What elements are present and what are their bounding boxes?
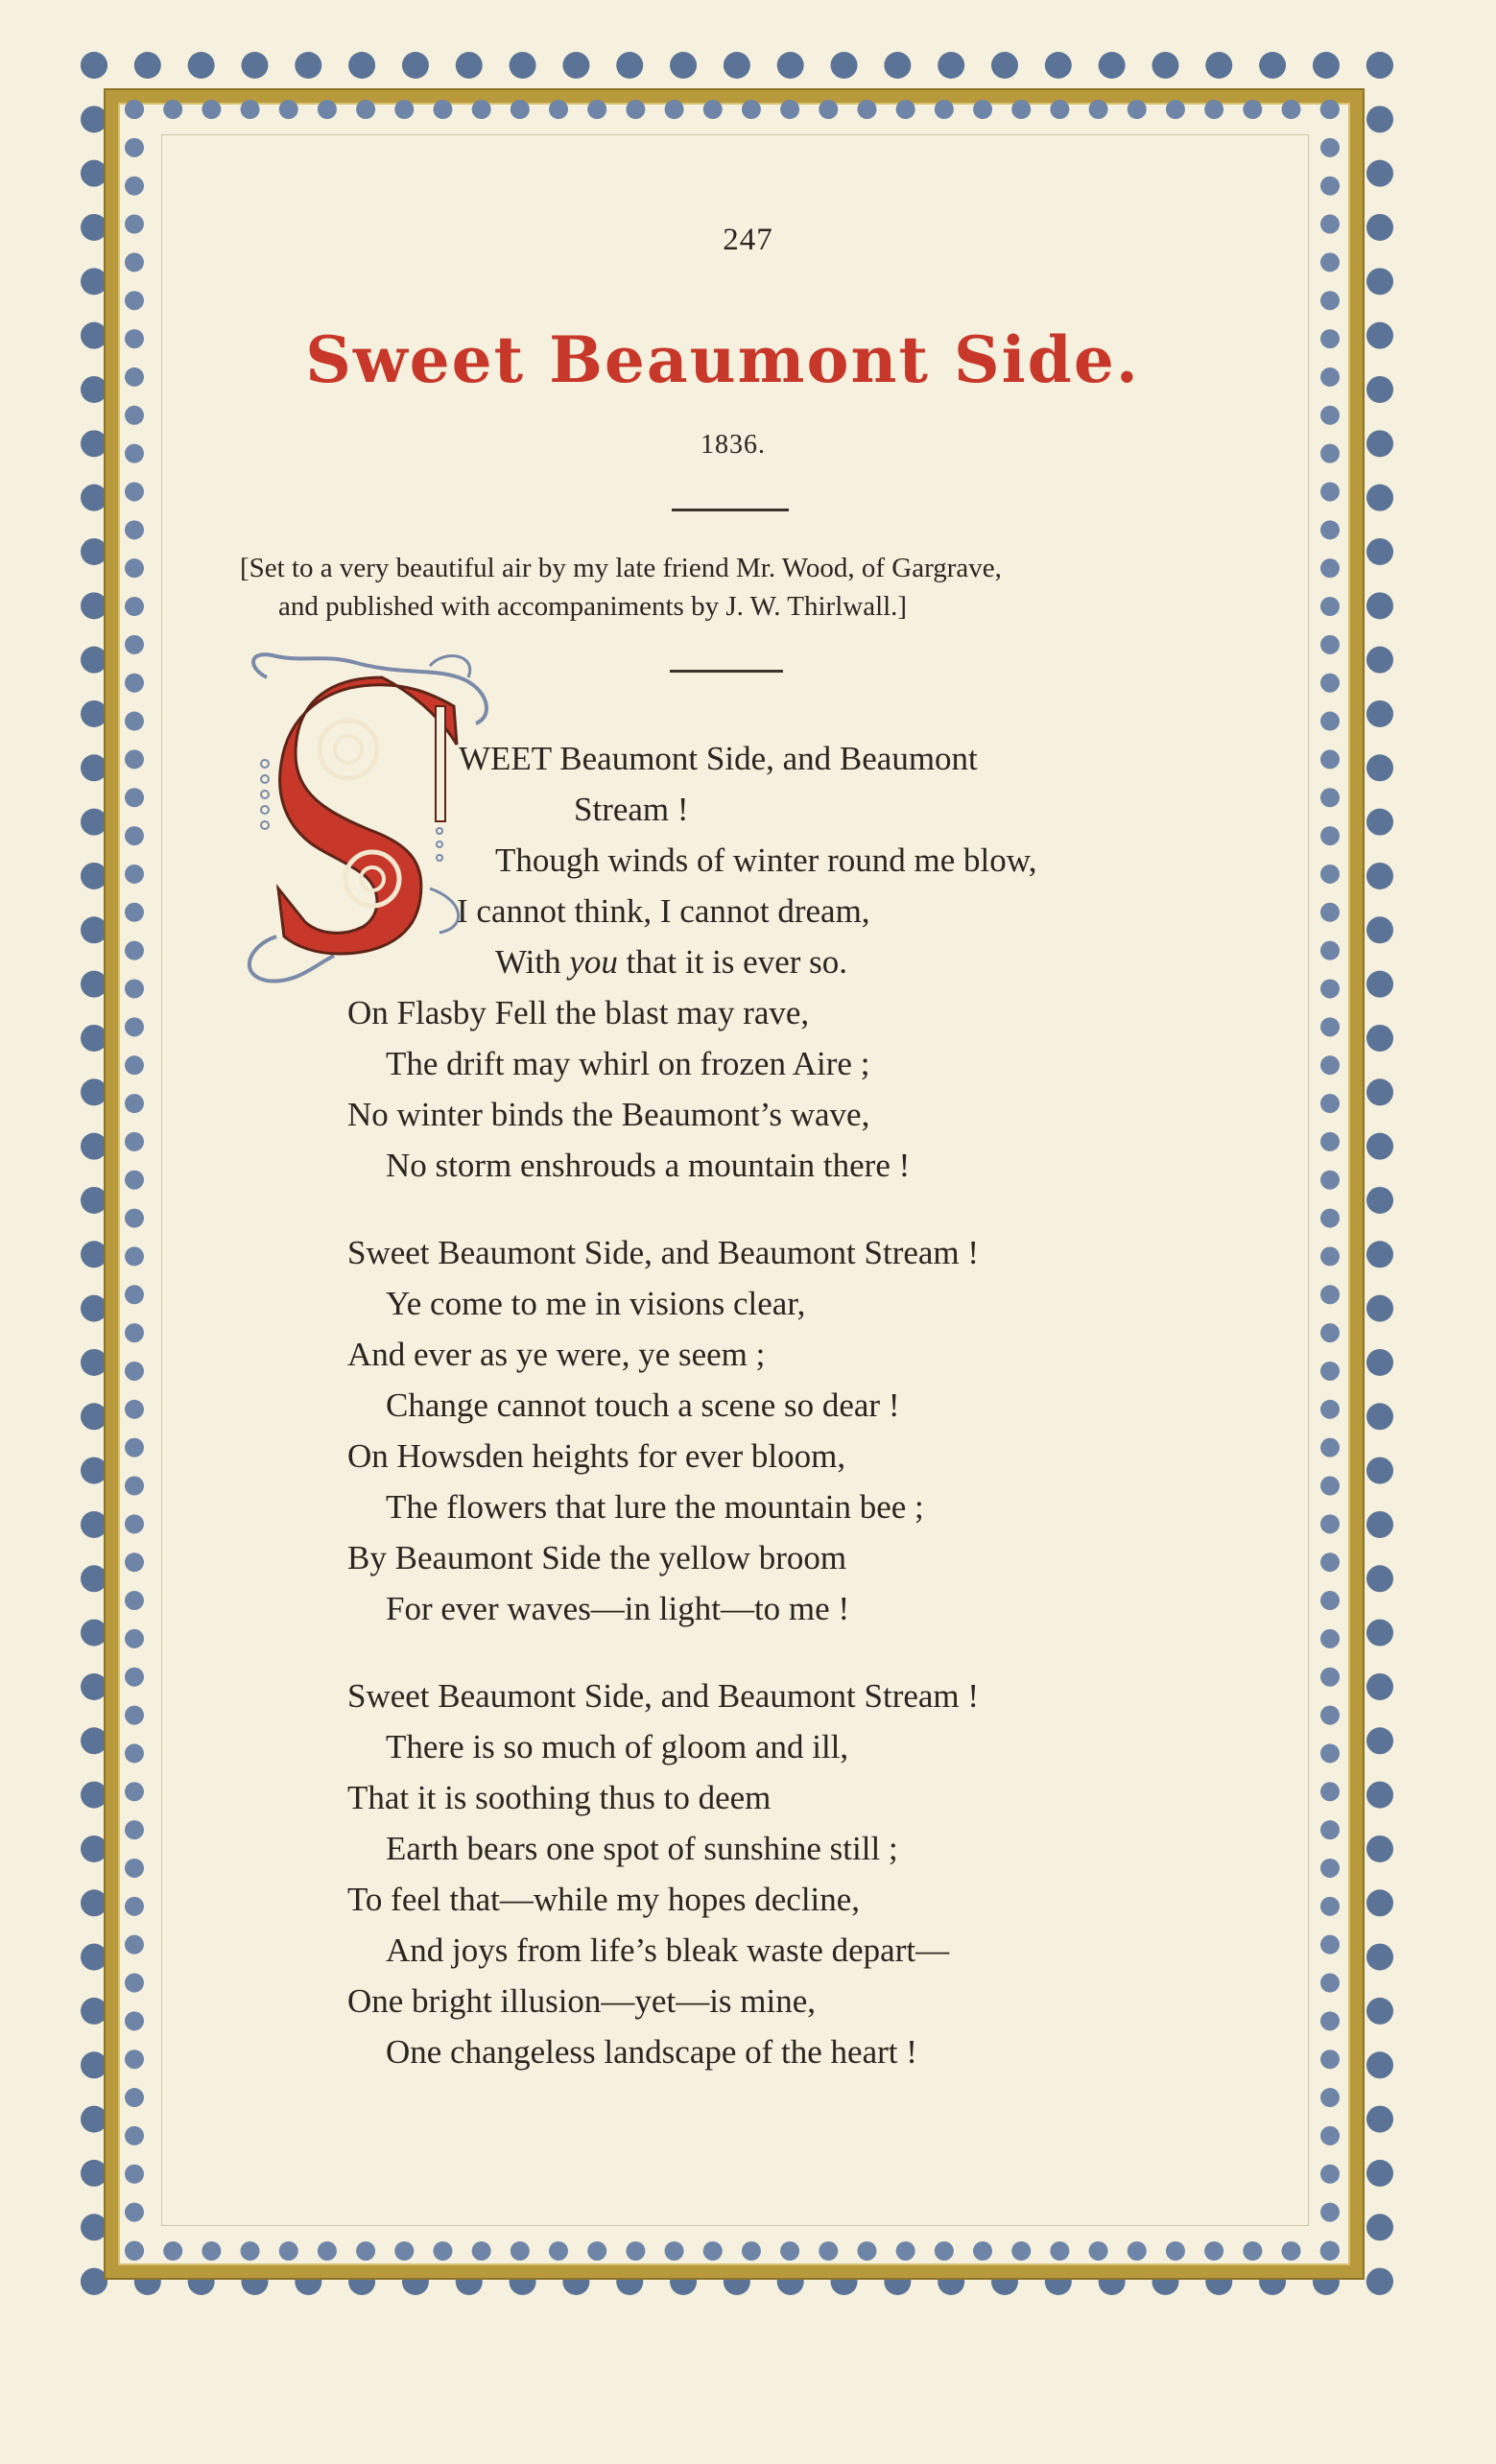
poem-line: I cannot think, I cannot dream,	[457, 892, 870, 930]
poem-line: One bright illusion—yet—is mine,	[347, 1982, 817, 2020]
poem-line: By Beaumont Side the yellow broom	[347, 1539, 847, 1576]
divider-rule	[672, 509, 789, 511]
poem-line: On Howsden heights for ever bloom,	[347, 1437, 846, 1475]
poem-line: The drift may whirl on frozen Aire ;	[386, 1045, 870, 1082]
note-line: [Set to a very beautiful air by my late friend Mr. Wood, of Gargrave,	[240, 553, 1002, 583]
poem-line-segment: that it is ever so.	[626, 943, 848, 981]
poem-line: The flowers that lure the mountain bee ;	[386, 1488, 924, 1526]
poem-line: And ever as ye were, ye seem ;	[347, 1336, 766, 1373]
poem-line-segment: With	[495, 943, 561, 981]
poem-line: Sweet Beaumont Side, and Beaumont Stream !	[347, 1677, 980, 1715]
poem-line: Though winds of winter round me blow,	[495, 841, 1037, 879]
poem-line: And joys from life’s bleak waste depart—	[386, 1931, 950, 1969]
poem-line: No storm enshrouds a mountain there !	[386, 1147, 911, 1184]
poem-line: For ever waves—in light—to me !	[386, 1590, 850, 1627]
poem-line: There is so much of gloom and ill,	[386, 1728, 849, 1765]
poem-line: No winter binds the Beaumont’s wave,	[347, 1096, 870, 1133]
poem-line: WEET Beaumont Side, and Beaumont	[459, 740, 978, 777]
page-number: 247	[723, 223, 773, 257]
note-line: and published with accompaniments by J. W. Thirlwall.]	[278, 591, 908, 622]
poem-line-emphasis: you	[569, 943, 618, 981]
poem-line: One changeless landscape of the heart !	[386, 2033, 917, 2071]
poem-line: On Flasby Fell the blast may rave,	[347, 994, 810, 1031]
poem-line: That it is soothing thus to deem	[347, 1779, 772, 1816]
poem-title: Sweet Beaumont Side.	[305, 322, 1140, 397]
poem-line	[495, 942, 847, 983]
poem-line: Earth bears one spot of sunshine still ;	[386, 1830, 898, 1867]
illuminated-dropcap	[238, 649, 516, 986]
divider-rule	[670, 670, 783, 673]
poem-line: To feel that—while my hopes decline,	[347, 1881, 861, 1918]
poem-line: Change cannot touch a scene so dear !	[386, 1386, 900, 1424]
poem-year: 1836.	[701, 430, 766, 460]
poem-line: Ye come to me in visions clear,	[386, 1285, 806, 1322]
poem-line: Sweet Beaumont Side, and Beaumont Stream !	[347, 1234, 980, 1271]
poem-line: Stream !	[574, 791, 689, 828]
